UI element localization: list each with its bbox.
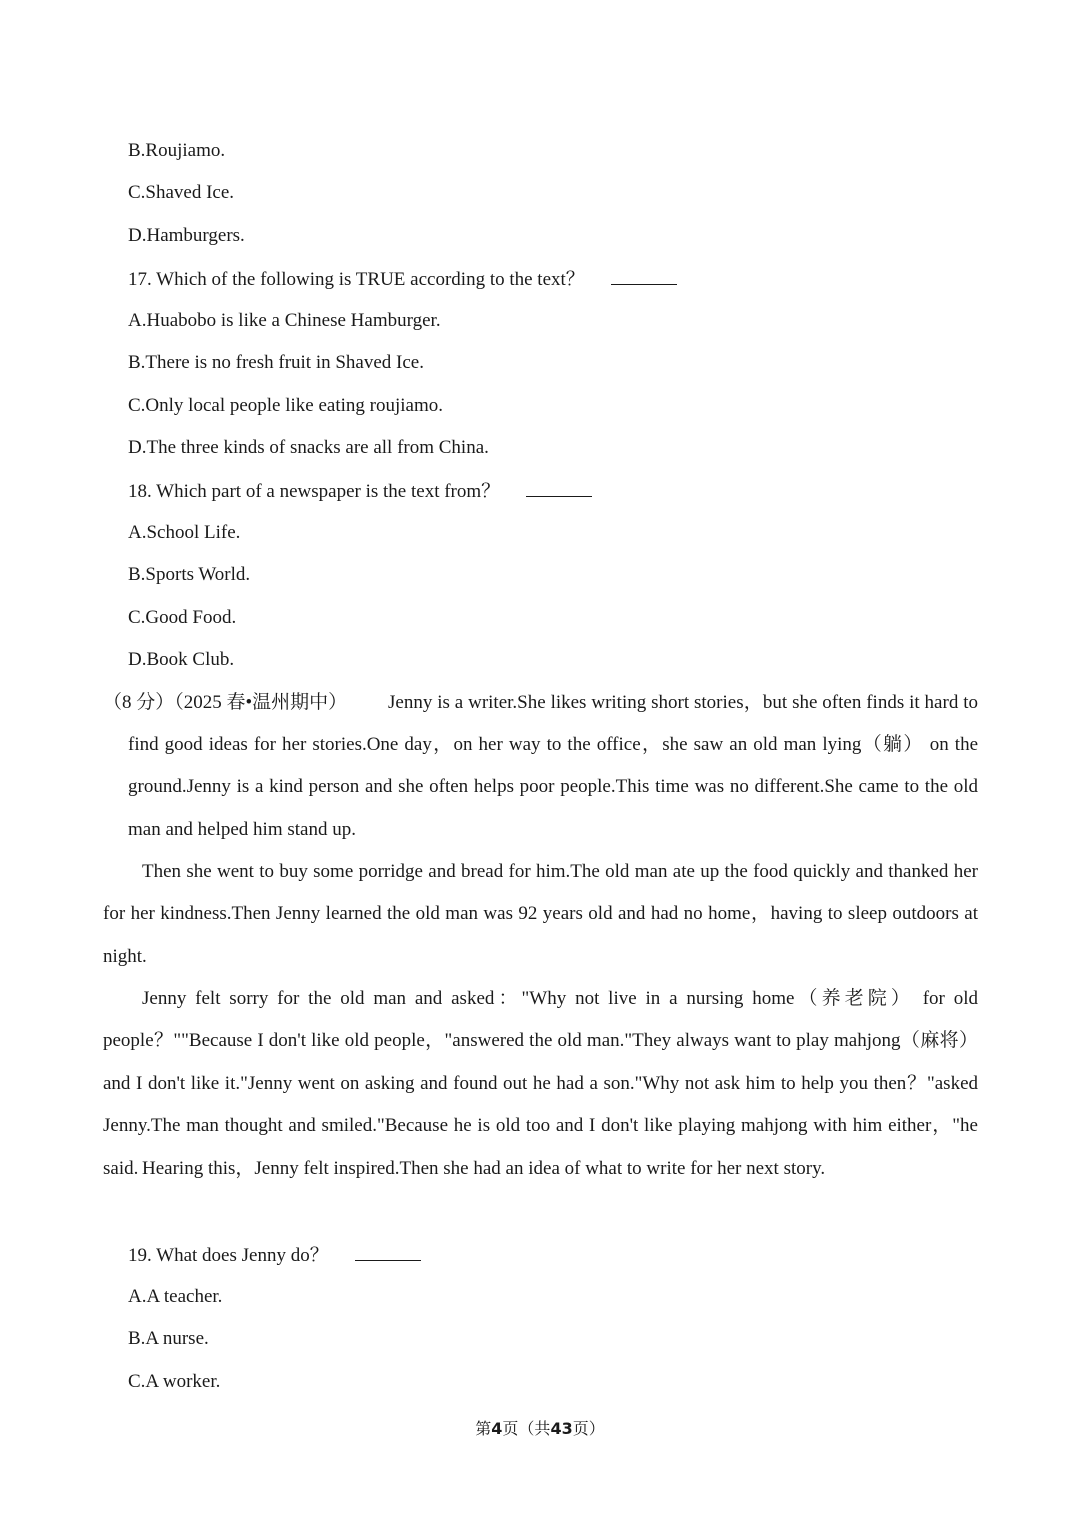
passage-para4: Hearing this，Jenny felt inspired.Then she had an idea of what to write for her next story. bbox=[142, 1158, 826, 1179]
q17-answer-blank bbox=[611, 266, 677, 285]
passage-first-line bbox=[103, 691, 978, 715]
q16-option-d: D.Hamburgers. bbox=[128, 225, 245, 246]
q19-option-c: C.A worker. bbox=[128, 1371, 221, 1392]
q17-option-d: D.The three kinds of snacks are all from China. bbox=[128, 437, 489, 458]
q18-question bbox=[128, 478, 592, 504]
q18-option-c: C.Good Food. bbox=[128, 607, 237, 628]
q17-question-text: 17. Which of the following is TRUE according to the text？ bbox=[128, 269, 585, 290]
q18-option-d: D.Book Club. bbox=[128, 649, 235, 670]
q18-option-a: A.School Life. bbox=[128, 522, 241, 543]
footer-suffix: 页） bbox=[572, 1419, 605, 1438]
footer-prefix: 第 bbox=[475, 1419, 492, 1438]
q18-question-text: 18. Which part of a newspaper is the text from？ bbox=[128, 481, 501, 502]
q19-option-a: A.A teacher. bbox=[128, 1286, 223, 1307]
footer-middle: 页（共 bbox=[502, 1419, 551, 1438]
q19-question-text: 19. What does Jenny do？ bbox=[128, 1245, 329, 1266]
q16-option-b: B.Roujiamo. bbox=[128, 140, 226, 161]
q17-option-a: A.Huabobo is like a Chinese Hamburger. bbox=[128, 310, 441, 331]
q19-answer-blank bbox=[355, 1242, 421, 1261]
passage-para3: Jenny felt sorry for the old man and asked："Why not live in a nursing home（养老院） for old people？""Because I don't like old people，"answered the old man."They always want to play mahjong（麻将） and I don't like it."Jenny went on asking and found out he had a son."Why not ask him to help you then？"asked Jenny.The man thought and smiled."Because he is old too and I don't like playing mahjong with him either，"he said. bbox=[103, 988, 978, 1179]
q17-option-b: B.There is no fresh fruit in Shaved Ice. bbox=[128, 352, 424, 373]
passage-para2: Then she went to buy some porridge and bread for him.The old man ate up the food quickly and thanked her for her kindness.Then Jenny learned the old man was 92 years old and had no home，having to sleep outdoors at night. bbox=[103, 861, 978, 967]
page-footer bbox=[0, 1416, 1080, 1439]
footer-page-number: 4 bbox=[491, 1419, 503, 1438]
passage-para1: find good ideas for her stories.One day，on her way to the office，she saw an old man lying（躺） on the ground.Jenny is a kind person and she often helps poor people.This time was no different.She came to the old man and helped him stand up. bbox=[128, 734, 978, 840]
q18-option-b: B.Sports World. bbox=[128, 564, 251, 585]
q19-option-b: B.A nurse. bbox=[128, 1328, 209, 1349]
q17-question bbox=[128, 266, 677, 292]
q19-question bbox=[128, 1242, 421, 1268]
q16-option-c: C.Shaved Ice. bbox=[128, 182, 235, 203]
passage-source-header: （8 分）（2025 春•温州期中） bbox=[103, 692, 348, 713]
q17-option-c: C.Only local people like eating roujiamo. bbox=[128, 395, 444, 416]
footer-total-pages: 43 bbox=[550, 1419, 573, 1438]
passage-para1-first-line: Jenny is a writer.She likes writing short stories，but she often finds it hard to bbox=[388, 692, 978, 713]
q18-answer-blank bbox=[526, 478, 592, 497]
